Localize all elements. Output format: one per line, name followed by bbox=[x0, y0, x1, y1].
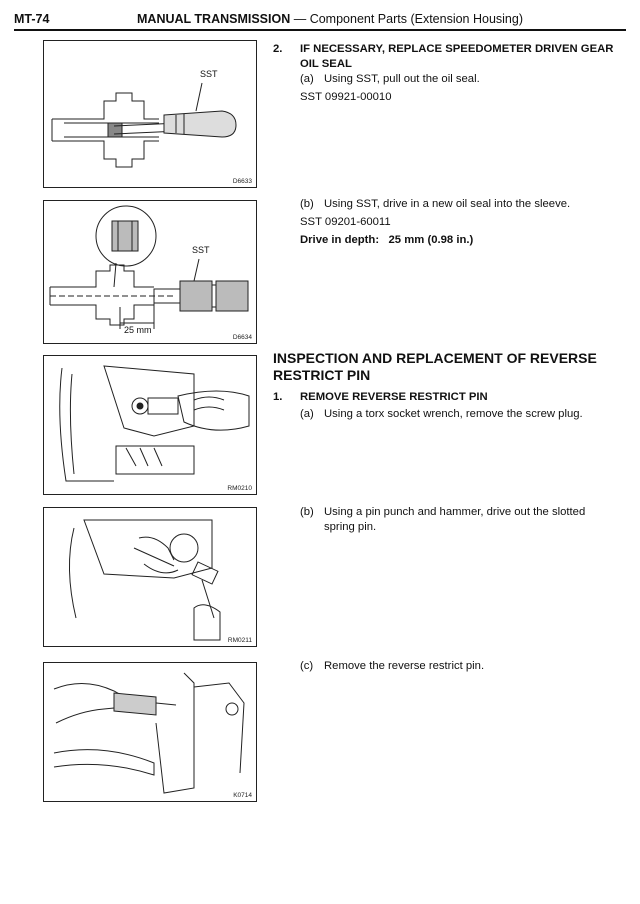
torx-wrench-illustration bbox=[44, 356, 256, 494]
step2-b-sst: SST 09201-60011 bbox=[300, 216, 391, 228]
section-title bbox=[273, 350, 613, 384]
step1-a-text: Using a torx socket wrench, remove the screw plug. bbox=[324, 408, 583, 420]
figure-d6634 bbox=[43, 200, 257, 344]
page-title bbox=[137, 12, 523, 26]
figure-k0714 bbox=[43, 662, 257, 802]
dimension-label: 25 mm bbox=[124, 325, 152, 335]
section-title-line1: INSPECTION AND REPLACEMENT OF REVERSE bbox=[273, 350, 597, 366]
page-header bbox=[14, 12, 626, 32]
step1-b-text-line2: spring pin. bbox=[324, 521, 377, 533]
step2-number: 2. bbox=[273, 43, 283, 55]
remove-pin-illustration bbox=[44, 663, 256, 801]
depth-label: Drive in depth: bbox=[300, 234, 380, 246]
step2-title-line1: IF NECESSARY, REPLACE SPEEDOMETER DRIVEN GEAR bbox=[300, 43, 614, 55]
step1-a-label: (a) bbox=[300, 408, 314, 420]
step2-b-depth bbox=[300, 233, 473, 248]
figure-code: RM0210 bbox=[227, 485, 252, 492]
pin-punch-hammer-illustration bbox=[44, 508, 256, 646]
step1-number: 1. bbox=[273, 391, 283, 403]
figure-rm0211 bbox=[43, 507, 257, 647]
section-title-line2: RESTRICT PIN bbox=[273, 367, 371, 383]
step1-b-label: (b) bbox=[300, 506, 314, 518]
header-rule bbox=[14, 29, 626, 31]
step2-b-label: (b) bbox=[300, 198, 314, 210]
step2-b-text: Using SST, drive in a new oil seal into the sleeve. bbox=[324, 198, 571, 210]
sst-driving-seal-illustration bbox=[44, 201, 256, 343]
figure-rm0210 bbox=[43, 355, 257, 495]
figure-code: RM0211 bbox=[227, 637, 252, 644]
step1-c-label: (c) bbox=[300, 660, 314, 672]
step1-b-text bbox=[324, 505, 624, 535]
step2-a-text: Using SST, pull out the oil seal. bbox=[324, 73, 480, 85]
figure-d6633 bbox=[43, 40, 257, 188]
step2-title-line2: OIL SEAL bbox=[300, 58, 352, 70]
step1-b-text-line1: Using a pin punch and hammer, drive out the slotted bbox=[324, 506, 586, 518]
page-number: MT-74 bbox=[14, 12, 50, 26]
step1-c-text: Remove the reverse restrict pin. bbox=[324, 660, 485, 672]
page-title-rest: — Component Parts (Extension Housing) bbox=[290, 12, 523, 26]
sst-pulling-seal-illustration bbox=[44, 41, 256, 187]
depth-value: 25 mm (0.98 in.) bbox=[388, 234, 474, 246]
step2-a-label: (a) bbox=[300, 73, 314, 85]
figure-label-sst: SST bbox=[192, 245, 210, 255]
page-title-bold: MANUAL TRANSMISSION bbox=[137, 12, 291, 26]
step1-title: REMOVE REVERSE RESTRICT PIN bbox=[300, 391, 488, 403]
figure-code: K0714 bbox=[233, 792, 252, 799]
figure-label-sst: SST bbox=[200, 69, 218, 79]
step2-title bbox=[300, 42, 620, 72]
step2-a-sst: SST 09921-00010 bbox=[300, 91, 392, 103]
figure-code: D6634 bbox=[232, 334, 252, 341]
figure-code: D6633 bbox=[232, 178, 252, 185]
